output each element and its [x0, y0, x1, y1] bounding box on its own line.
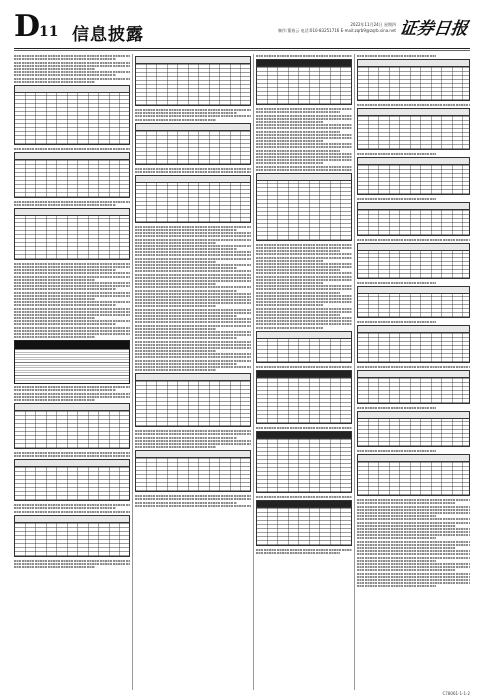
data-table: [14, 208, 130, 260]
text-line: [256, 143, 352, 145]
text-line: [135, 433, 251, 435]
text-line: [135, 115, 251, 117]
text-line: [256, 301, 352, 303]
data-table: [14, 152, 130, 198]
data-table: [357, 411, 470, 447]
text-line: [256, 146, 352, 148]
text-line: [357, 579, 470, 581]
text-line: [357, 576, 470, 578]
table-header: [358, 244, 469, 251]
text-line: [14, 560, 130, 562]
table-header: [358, 158, 469, 165]
text-line: [256, 140, 323, 142]
table-header: [15, 404, 129, 411]
text-line: [135, 495, 251, 497]
text-line: [14, 320, 130, 322]
text-line: [135, 498, 251, 500]
table-header: [358, 412, 469, 419]
text-line: [14, 65, 130, 67]
text-line: [14, 55, 130, 57]
column-divider: [132, 54, 133, 690]
text-line: [357, 282, 436, 284]
table-header: [257, 174, 351, 181]
text-line: [256, 115, 352, 117]
text-line: [357, 585, 436, 587]
text-line: [256, 288, 352, 290]
text-line: [256, 269, 340, 271]
table-header: [257, 432, 351, 439]
text-line: [14, 201, 130, 203]
text-line: [135, 446, 216, 448]
data-table: [357, 108, 470, 150]
text-line: [357, 537, 436, 539]
text-line: [135, 235, 251, 237]
text-line: [14, 511, 130, 513]
text-line: [357, 502, 456, 504]
table-header: [257, 371, 351, 378]
table-header: [358, 60, 469, 67]
text-line: [14, 563, 130, 565]
text-line: [256, 552, 340, 554]
column-1: [14, 54, 130, 690]
text-line: [135, 274, 251, 276]
column-4: [357, 54, 470, 690]
data-table: [135, 123, 251, 165]
text-line: [135, 283, 216, 285]
text-line: [14, 455, 130, 457]
data-table: [135, 373, 251, 427]
header-rule-thin: [14, 50, 470, 51]
text-line: [256, 108, 352, 110]
text-line: [357, 198, 436, 200]
masthead-logo: 证券日报: [398, 19, 470, 39]
text-line: [14, 330, 130, 332]
text-line: [357, 509, 470, 511]
table-header: [15, 153, 129, 160]
header-rule: [14, 48, 470, 49]
text-line: [256, 317, 352, 319]
text-line: [256, 282, 323, 284]
data-table: [135, 175, 251, 223]
data-table: [256, 173, 352, 241]
text-line: [256, 131, 340, 133]
text-line: [357, 544, 470, 546]
text-line: [14, 452, 130, 454]
notice-box: [14, 340, 130, 384]
text-line: [357, 569, 456, 571]
text-line: [256, 253, 352, 255]
text-line: [14, 386, 130, 388]
text-line: [135, 347, 251, 349]
text-line: [256, 314, 340, 316]
text-line: [135, 248, 237, 250]
text-line: [14, 71, 130, 73]
text-line: [14, 68, 95, 70]
text-line: [256, 153, 352, 155]
text-line: [357, 450, 436, 452]
text-line: [357, 499, 470, 501]
text-line: [357, 531, 470, 533]
text-line: [135, 277, 251, 279]
text-line: [256, 118, 352, 120]
page-number: [14, 9, 59, 47]
text-line: [135, 264, 251, 266]
text-line: [135, 302, 251, 304]
table-header: [136, 124, 250, 131]
text-line: [256, 159, 352, 161]
text-line: [357, 566, 470, 568]
text-line: [135, 502, 237, 504]
text-line: [135, 363, 237, 365]
table-header: [136, 451, 250, 458]
text-line: [135, 168, 251, 170]
data-table: [256, 331, 352, 363]
data-table: [357, 243, 470, 279]
text-line: [135, 280, 251, 282]
text-line: [135, 286, 251, 288]
text-line: [357, 522, 470, 524]
text-line: [256, 134, 352, 136]
text-line: [135, 440, 251, 442]
text-line: [256, 366, 352, 368]
text-line: [14, 504, 130, 506]
text-line: [135, 251, 251, 253]
table-header: [358, 326, 469, 333]
page-digits: 11: [39, 24, 59, 40]
text-line: [256, 111, 340, 113]
text-line: [256, 124, 352, 126]
column-divider: [253, 54, 254, 690]
table-header: [136, 57, 250, 64]
text-line: [357, 506, 470, 508]
text-line: [14, 272, 130, 274]
text-line: [256, 260, 323, 262]
text-line: [135, 318, 251, 320]
text-line: [256, 250, 340, 252]
page-footer-code: C78061-1-1-2: [442, 691, 470, 696]
text-line: [135, 325, 251, 327]
section-title: 信息披露: [72, 25, 144, 45]
text-line: [14, 266, 130, 268]
table-header: [15, 209, 129, 216]
data-table: [256, 370, 352, 424]
text-line: [135, 305, 216, 307]
text-line: [135, 331, 251, 333]
text-line: [135, 430, 251, 432]
text-line: [135, 369, 216, 371]
text-line: [357, 104, 470, 106]
text-line: [357, 534, 470, 536]
table-header: [358, 455, 469, 462]
text-line: [135, 334, 251, 336]
data-table: [357, 286, 470, 318]
column-divider: [354, 54, 355, 690]
table-header: [257, 60, 351, 67]
text-line: [256, 298, 352, 300]
text-line: [256, 427, 352, 429]
text-line: [357, 512, 470, 514]
text-line: [14, 204, 116, 206]
text-line: [14, 81, 95, 83]
text-line: [256, 304, 323, 306]
text-line: [256, 127, 352, 129]
data-table: [14, 459, 130, 501]
text-line: [135, 321, 251, 323]
text-line: [256, 121, 323, 123]
text-line: [357, 553, 470, 555]
column-2: [135, 54, 251, 690]
column-3: [256, 54, 352, 690]
text-line: [256, 272, 352, 274]
text-line: [135, 254, 251, 256]
text-line: [357, 366, 470, 368]
data-table: [357, 325, 470, 363]
text-line: [256, 137, 352, 139]
table-header: [15, 86, 129, 93]
table-header: [358, 203, 469, 210]
table-header: [358, 371, 469, 378]
text-line: [256, 276, 352, 278]
text-line: [135, 328, 216, 330]
data-table: [14, 515, 130, 557]
header-meta: [278, 22, 396, 34]
text-line: [14, 393, 130, 395]
text-line: [135, 341, 251, 343]
text-line: [357, 573, 470, 575]
text-line: [256, 162, 323, 164]
text-line: [357, 321, 436, 323]
text-line: [256, 266, 352, 268]
text-line: [135, 443, 251, 445]
text-line: [14, 566, 95, 568]
data-table: [256, 59, 352, 105]
data-table: [357, 59, 470, 101]
text-line: [135, 315, 237, 317]
text-line: [135, 299, 251, 301]
text-line: [135, 226, 251, 228]
text-line: [135, 239, 251, 241]
table-header: [257, 501, 351, 508]
text-line: [135, 353, 251, 355]
page-header: [14, 10, 470, 48]
text-line: [14, 269, 116, 271]
table-header: [358, 287, 469, 294]
text-line: [14, 298, 95, 300]
text-line: [135, 245, 251, 247]
text-line: [135, 112, 237, 114]
text-line: [256, 496, 352, 498]
text-line: [256, 263, 352, 265]
text-line: [14, 333, 130, 335]
text-line: [135, 270, 251, 272]
data-table: [357, 454, 470, 496]
text-line: [14, 62, 130, 64]
text-line: [14, 148, 130, 150]
text-line: [256, 150, 340, 152]
text-line: [135, 171, 251, 173]
table-header: [15, 516, 129, 523]
data-table: [357, 157, 470, 195]
text-line: [357, 541, 470, 543]
text-line: [256, 308, 352, 310]
text-line: [357, 407, 436, 409]
text-line: [135, 337, 237, 339]
text-line: [14, 295, 130, 297]
text-line: [135, 296, 251, 298]
text-line: [14, 288, 116, 290]
text-line: [135, 119, 216, 121]
text-line: [357, 563, 470, 565]
text-line: [14, 263, 130, 265]
text-line: [357, 515, 436, 517]
text-line: [256, 323, 352, 325]
text-line: [14, 396, 130, 398]
text-line: [135, 309, 251, 311]
text-line: [14, 282, 130, 284]
text-line: [256, 257, 352, 259]
text-line: [135, 360, 251, 362]
text-line: [14, 311, 130, 313]
text-line: [14, 58, 116, 60]
text-line: [14, 399, 95, 401]
text-line: [357, 55, 436, 57]
text-line: [357, 550, 470, 552]
table-header: [136, 176, 250, 183]
text-line: [135, 242, 216, 244]
text-line: [357, 560, 436, 562]
table-header: [257, 332, 351, 339]
data-table: [256, 431, 352, 493]
text-line: [14, 317, 95, 319]
text-line: [14, 292, 130, 294]
table-header: [136, 374, 250, 381]
text-line: [135, 267, 237, 269]
text-line: [14, 327, 130, 329]
text-line: [135, 258, 251, 260]
text-line: [135, 232, 251, 234]
date-line: 2022年11月24日 星期四: [350, 22, 396, 27]
text-line: [256, 285, 352, 287]
text-line: [256, 156, 352, 158]
text-line: [14, 74, 116, 76]
text-line: [256, 55, 352, 57]
text-line: [14, 304, 116, 306]
text-line: [135, 437, 237, 439]
table-header: [15, 460, 129, 467]
text-line: [14, 279, 95, 281]
table-header: [358, 109, 469, 116]
text-line: [14, 285, 130, 287]
text-line: [256, 169, 352, 171]
data-table: [135, 450, 251, 492]
text-line: [14, 308, 130, 310]
text-line: [135, 109, 251, 111]
text-line: [135, 505, 251, 507]
text-line: [14, 276, 130, 278]
text-line: [256, 247, 352, 249]
text-line: [135, 356, 251, 358]
text-line: [14, 301, 130, 303]
text-line: [256, 327, 323, 329]
text-line: [135, 344, 251, 346]
text-line: [14, 336, 95, 338]
text-line: [256, 292, 340, 294]
page-letter: D: [14, 9, 40, 44]
text-line: [135, 293, 251, 295]
notice-box-header: [15, 341, 129, 349]
data-table: [135, 56, 251, 106]
text-line: [14, 78, 130, 80]
contact-line: 制作:董春云 电话:010-83251716 E-mail:zqrb9@zqrb.sina.net: [277, 28, 396, 33]
text-line: [135, 350, 216, 352]
text-line: [135, 312, 251, 314]
data-table: [14, 403, 130, 449]
text-line: [357, 239, 470, 241]
text-line: [14, 507, 116, 509]
text-line: [135, 261, 216, 263]
text-line: [256, 320, 352, 322]
text-line: [256, 244, 352, 246]
data-table: [357, 202, 470, 236]
text-line: [357, 582, 470, 584]
text-line: [135, 366, 251, 368]
text-line: [256, 279, 352, 281]
data-table: [357, 370, 470, 404]
text-line: [135, 290, 237, 292]
text-line: [256, 166, 352, 168]
text-line: [357, 153, 436, 155]
text-line: [357, 547, 456, 549]
text-line: [256, 311, 352, 313]
text-line: [135, 229, 237, 231]
text-line: [14, 323, 116, 325]
text-line: [14, 314, 130, 316]
text-line: [256, 549, 352, 551]
text-line: [357, 525, 456, 527]
data-table: [14, 85, 130, 145]
data-table: [256, 500, 352, 546]
text-line: [357, 557, 470, 559]
text-line: [357, 528, 470, 530]
text-line: [256, 295, 352, 297]
text-line: [14, 389, 116, 391]
text-line: [357, 518, 470, 520]
